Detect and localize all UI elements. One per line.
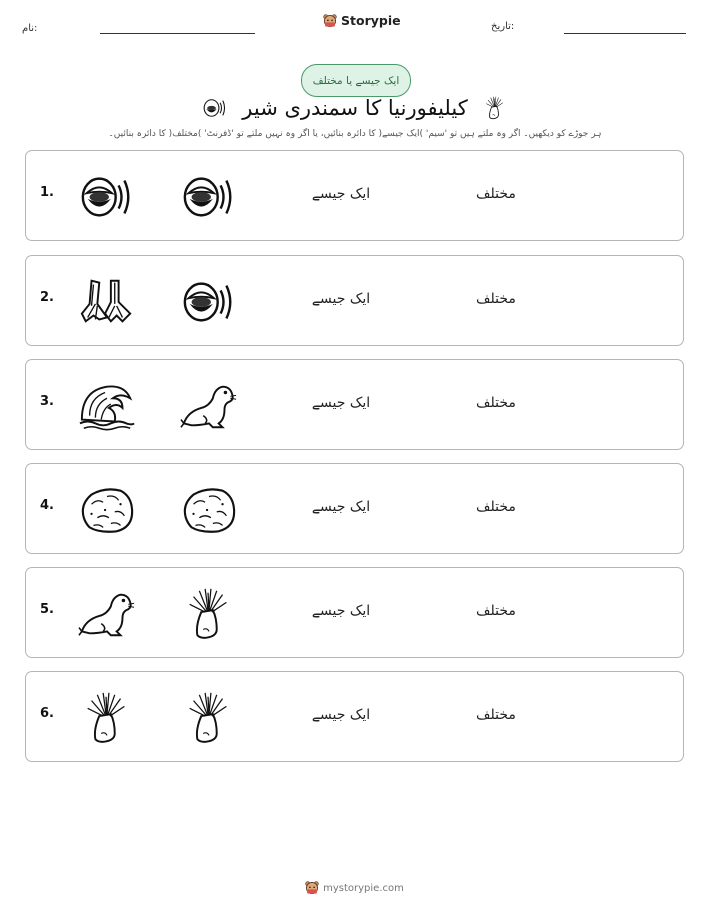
different-option[interactable]: مختلف	[476, 603, 516, 619]
same-option[interactable]: ایک جیسے	[311, 395, 371, 411]
row-number: 1.	[40, 185, 54, 200]
question-row-2	[25, 255, 684, 346]
worksheet-title	[190, 92, 520, 124]
different-option[interactable]: مختلف	[476, 291, 516, 307]
question-row-4	[25, 463, 684, 554]
question-row-3	[25, 359, 684, 450]
different-option[interactable]: مختلف	[476, 186, 516, 202]
footer-url[interactable]: mystorypie.com	[323, 882, 404, 894]
different-option[interactable]: مختلف	[476, 499, 516, 515]
worksheet-type-badge: ایک جیسے یا مختلف	[301, 64, 411, 97]
name-line[interactable]	[100, 33, 255, 34]
anemone-icon	[180, 586, 238, 642]
instructions: ہر جوڑے کو دیکھیں۔ اگر وہ ملتے ہیں تو 'سیم' )ایک جیسے( کا دائرہ بنائیں، یا اگر وہ نہیں ملتے تو 'ڈفرنٹ' )مختلف( کا دائرہ بنائیں۔	[108, 129, 602, 139]
brand-name: Storypie	[341, 13, 401, 28]
same-option[interactable]: ایک جیسے	[311, 291, 371, 307]
storypie-bear-icon	[323, 14, 337, 28]
footer	[0, 881, 709, 895]
wave-icon	[78, 378, 136, 434]
different-option[interactable]: مختلف	[476, 395, 516, 411]
rock-icon	[180, 482, 238, 538]
row-number: 6.	[40, 706, 54, 721]
question-row-5	[25, 567, 684, 658]
date-line[interactable]	[564, 33, 686, 34]
row-number: 5.	[40, 602, 54, 617]
question-row-1	[25, 150, 684, 241]
anemone-icon	[180, 690, 238, 746]
same-option[interactable]: ایک جیسے	[311, 707, 371, 723]
date-label: تاریخ:	[491, 21, 515, 32]
page-title: کیلیفورنیا کا سمندری شیر	[242, 96, 468, 120]
sound-mouth-icon	[180, 274, 238, 330]
row-number: 3.	[40, 394, 54, 409]
different-option[interactable]: مختلف	[476, 707, 516, 723]
anemone-icon	[78, 690, 136, 746]
brand-logo	[323, 13, 401, 28]
same-option[interactable]: ایک جیسے	[311, 499, 371, 515]
sea-lion-icon	[180, 378, 238, 434]
same-option[interactable]: ایک جیسے	[311, 603, 371, 619]
anemone-icon	[482, 95, 508, 121]
same-option[interactable]: ایک جیسے	[311, 186, 371, 202]
flippers-icon	[78, 274, 136, 330]
question-row-6	[25, 671, 684, 762]
rock-icon	[78, 482, 136, 538]
sound-icon	[202, 95, 228, 121]
sea-lion-icon	[78, 586, 136, 642]
sound-mouth-icon	[180, 169, 238, 225]
name-label: نام:	[22, 23, 38, 34]
row-number: 2.	[40, 290, 54, 305]
sound-mouth-icon	[78, 169, 136, 225]
storypie-bear-icon	[305, 881, 319, 895]
row-number: 4.	[40, 498, 54, 513]
